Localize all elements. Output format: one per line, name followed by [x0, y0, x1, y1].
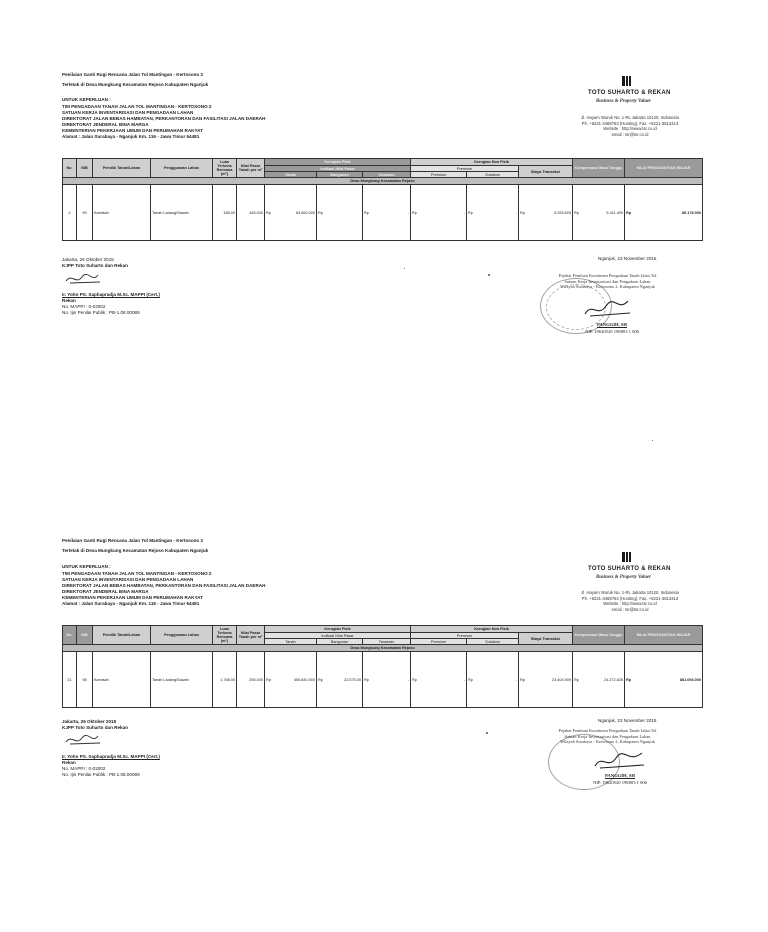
currency-label: Rp [318, 210, 323, 215]
cell-waiting [573, 652, 625, 708]
col-owner: Pemilik Tanah/Lahan [93, 159, 151, 178]
col-usage: Penggunaan Lahan [151, 626, 213, 645]
col-premium-sub: Premium [411, 639, 467, 645]
col-waiting: Kompensasi Masa Tunggu [573, 159, 625, 178]
cell-waiting [573, 185, 625, 241]
cell-price: 445.000 [237, 185, 265, 241]
signer-name: Ir. Yohn PS. Saphapradja M.Sc. MAPPI (Cert.) [62, 292, 160, 297]
empty-value: - [515, 677, 518, 682]
cell-plants [363, 185, 411, 241]
col-premium: Premium [411, 633, 519, 639]
client-line: DIREKTORAT JENDERAL BINA MARGA [62, 122, 149, 127]
mappi-number: No. MAPPI : 0-02002 [62, 304, 106, 309]
col-transaction: Biaya Transaksi [519, 166, 573, 178]
transaction-value: 23.404.909 [552, 677, 572, 682]
approval-line: Pejabat Pembuat Komitmen Pengadaan Tanah Jalan Tol [558, 728, 657, 733]
currency-label: Rp [626, 210, 632, 215]
col-solatium: Solatium [467, 639, 519, 645]
firm-email: email : tsr@tsr.co.id [611, 607, 649, 613]
currency-label: Rp [412, 677, 417, 682]
table-row [63, 652, 703, 708]
firm-name: TOTO SUHARTO & REKAN [588, 566, 671, 572]
firm-website: Website : http://www.tsr.co.id [603, 601, 657, 607]
purpose-label: UNTUK KEPERLUAN : [62, 564, 111, 569]
currency-label: Rp [520, 210, 525, 215]
firm-phone: Ph. +6221-3468763 (Hunting), Fax. +6221-3813413 [581, 120, 679, 126]
cell-solatium [467, 185, 519, 241]
scan-speck [652, 440, 653, 441]
signer-name: Ir. Yohn PS. Saphapradja M.Sc. MAPPI (Cert.) [62, 754, 160, 759]
scan-speck [486, 732, 488, 734]
license-number: No. Ijin Penilai Publik : PB-1.08.00089 [62, 310, 140, 315]
cell-building [317, 185, 363, 241]
signature-scribble [64, 271, 104, 287]
col-area: Luas Terkena Rencana (m²) [213, 159, 237, 178]
currency-label: Rp [468, 677, 473, 682]
col-building: Bangunan [317, 639, 363, 645]
building-value: 22.575.00 [344, 677, 361, 682]
valuation-table [62, 158, 703, 241]
cell-no: 21 [63, 652, 77, 708]
cell-usage: Tanah Ladang/Sawah [151, 185, 213, 241]
currency-label: Rp [266, 210, 271, 215]
cell-transaction [519, 185, 573, 241]
firm-tagline: Business & Property Valuer [596, 575, 652, 580]
firm-tagline: Business & Property Valuer [596, 99, 652, 104]
signature-scribble [64, 732, 104, 748]
currency-label: Rp [626, 677, 632, 682]
client-line: KEMENTERIAN PEKERJAAN UMUM DAN PERUMAHAN RAKYAT [62, 128, 203, 133]
firm-address [545, 115, 715, 138]
currency-label: Rp [412, 210, 417, 215]
signer-role: Rekan [62, 298, 76, 303]
firm-logo-icon [622, 552, 631, 562]
col-no: No. [63, 626, 77, 645]
official-signature [592, 750, 646, 772]
cell-land [265, 652, 317, 708]
col-nib: NIB [77, 626, 93, 645]
firm-name: TOTO SUHARTO & REKAN [588, 90, 671, 96]
cell-building [317, 652, 363, 708]
report-title: Penilaian Ganti Rugi Rencana Jalan Tol Mantingan - Kertosono 2 [62, 538, 204, 543]
firm-address-line: Jl. Hayam Wuruk No. 1-RL Jakarta 10120, Indonesia [581, 115, 679, 120]
empty-value: - [407, 210, 410, 215]
col-usage: Penggunaan Lahan [151, 159, 213, 178]
cell-owner: Kamisah [93, 185, 151, 241]
client-line: DIREKTORAT JALAN BEBAS HAMBATAN, PERKANTORAN DAN FASILITASI JALAN DAERAH [62, 116, 266, 121]
client-line: TIM PENGADAAN TANAH JALAN TOL MANTINGAN - KERTOSONO 2 [62, 104, 212, 109]
cell-fair-value [625, 652, 703, 708]
col-market-value: Indikasi Nilai Pasar [265, 166, 411, 172]
cell-area: 188,00 [213, 185, 237, 241]
col-solatium: Solatium [467, 172, 519, 178]
firm-logo-icon [622, 76, 631, 86]
currency-label: Rp [364, 210, 369, 215]
col-plants: Tanaman [363, 172, 411, 178]
approval-date: Nganjuk, 23 November 2015 [598, 718, 657, 723]
empty-value: - [463, 210, 466, 215]
official-name: PANGGIH, SH [596, 322, 628, 327]
currency-label: Rp [574, 677, 579, 682]
client-address: Alamat : Jalan Surabaya - Nganjuk Km. 116 - Jawa Timur 64481 [62, 134, 200, 139]
cell-price: 255.000 [237, 652, 265, 708]
signer-role: Rekan [62, 760, 76, 765]
currency-label: Rp [364, 677, 369, 682]
client-line: SATUAN KERJA INVENTARISASI DAN PENGADAAN LAHAN [62, 577, 194, 582]
report-location: Terletak di Desa Mungkung Kecamatan Rejoso Kabupaten Nganjuk [62, 82, 209, 87]
cell-no: 4 [63, 185, 77, 241]
client-line: SATUAN KERJA INVENTARISASI DAN PENGADAAN LAHAN [62, 110, 194, 115]
cell-land [265, 185, 317, 241]
official-name: PANGGIH, SH [604, 773, 636, 778]
col-fair-value: NILAI PENGGANTIAN WAJAR [625, 626, 703, 645]
waiting-value: 24.272.828 [604, 677, 624, 682]
sign-date: Jakarta, 26 Oktober 2015 [62, 257, 114, 262]
currency-label: Rp [468, 210, 473, 215]
cell-premium [411, 652, 467, 708]
scan-speck [404, 268, 405, 269]
currency-label: Rp [318, 677, 323, 682]
client-line: DIREKTORAT JALAN BEBAS HAMBATAN, PERKANTORAN DAN FASILITASI JALAN DAERAH [62, 583, 266, 588]
col-physical-loss: Kerugian Fisik [265, 159, 411, 166]
cell-transaction [519, 652, 573, 708]
col-land: Tanah [265, 172, 317, 178]
official-nip: NIP. 19620520 198803 1 006 [585, 329, 639, 334]
land-value: 450.840.000 [293, 677, 315, 682]
waiting-value: 5.411.409 [606, 210, 624, 215]
cell-owner: Kamisah [93, 652, 151, 708]
col-area: Luas Terkena Rencana (m²) [213, 626, 237, 645]
mappi-number: No. MAPPI : 0-02002 [62, 766, 106, 771]
approval-block [525, 273, 690, 290]
col-premium: Premium [411, 166, 519, 172]
official-signature [582, 298, 632, 320]
currency-label: Rp [520, 677, 525, 682]
col-plants: Tanaman [363, 639, 411, 645]
approval-block [525, 728, 690, 745]
client-address: Alamat : Jalan Surabaya - Nganjuk Km. 116 - Jawa Timur 64481 [62, 601, 200, 606]
license-number: No. Ijin Penilai Publik : PB-1.08.00089 [62, 772, 140, 777]
transaction-value: 5.253.603 [554, 210, 572, 215]
scan-speck [488, 274, 490, 276]
firm-website: Website : http://www.tsr.co.id [603, 126, 657, 132]
approval-line: Wilayah Surabaya - Kertosono 2, Kabupaten Nganjuk [560, 739, 655, 745]
fair-value: 89.178.000 [682, 210, 702, 215]
col-nib: NIB [77, 159, 93, 178]
cell-area: 1.768,00 [213, 652, 237, 708]
client-line: KEMENTERIAN PEKERJAAN UMUM DAN PERUMAHAN RAKYAT [62, 595, 203, 600]
sign-date: Jakarta, 26 Oktober 2015 [62, 719, 117, 724]
approval-line: Pejabat Pembuat Komitmen Pengadaan Tanah Jalan Tol [558, 273, 657, 278]
cell-nib: 99 [77, 185, 93, 241]
client-line: DIREKTORAT JENDERAL BINA MARGA [62, 589, 149, 594]
official-nip: NIP. 19620520 198803 1 006 [593, 780, 647, 785]
col-owner: Pemilik Tanah/Lahan [93, 626, 151, 645]
empty-value: - [463, 677, 466, 682]
col-land: Tanah [265, 639, 317, 645]
section-row: Desa Mungkung Kecamatan Rejoso [63, 178, 703, 185]
col-nonphysical-loss: Kerugian Non Fisik [411, 159, 573, 166]
col-market-value: Indikasi Nilai Pasar [265, 633, 411, 639]
approval-date: Nganjuk, 23 November 2015 [598, 256, 657, 261]
fair-value: 881.094.000 [679, 677, 702, 682]
cell-fair-value [625, 185, 703, 241]
col-price: Nilai Pasar Tanah per m² [237, 626, 265, 645]
col-physical-loss: Kerugian Fisik [265, 626, 411, 633]
cell-nib: 98 [77, 652, 93, 708]
report-title: Penilaian Ganti Rugi Rencana Jalan Tol Mantingan - Kertosono 2 [62, 72, 204, 77]
currency-label: Rp [266, 677, 271, 682]
cell-usage: Tanah Ladang/Sawah [151, 652, 213, 708]
table-row [63, 185, 703, 241]
col-building: Bangunan [317, 172, 363, 178]
sign-firm: KJPP Toto Suharto dan Rekan [62, 263, 128, 268]
firm-email: email : tsr@tsr.co.id [611, 132, 649, 138]
cell-premium [411, 185, 467, 241]
approval-line: Wilayah Surabaya - Kertosono 2, Kabupaten Nganjuk [560, 284, 655, 290]
cell-solatium [467, 652, 519, 708]
col-transaction: Biaya Transaksi [519, 633, 573, 645]
firm-phone: Ph. +6221-3468763 (Hunting), Fax. +6221-3813413 [581, 595, 679, 601]
firm-address-line: Jl. Hayam Wuruk No. 1-RL Jakarta 10120, Indonesia [581, 590, 679, 595]
report-location: Terletak di Desa Mungkung Kecamatan Rejoso Kabupaten Nganjuk [62, 548, 209, 553]
valuation-table [62, 625, 703, 708]
empty-value: - [407, 677, 410, 682]
col-nonphysical-loss: Kerugian Non Fisik [411, 626, 573, 633]
purpose-label: UNTUK KEPERLUAN : [62, 97, 111, 102]
col-premium-sub: Premium [411, 172, 467, 178]
valuation-sheet-2 [0, 466, 768, 932]
col-no: No. [63, 159, 77, 178]
cell-plants [363, 652, 411, 708]
col-price: Nilai Pasar Tanah per m² [237, 159, 265, 178]
empty-value: - [515, 210, 518, 215]
currency-label: Rp [574, 210, 579, 215]
section-row: Desa Mungkung Kecamatan Rejoso [63, 645, 703, 652]
approval-line: Satuan Kerja Inventarisasi dan Pengadaan Lahan [564, 278, 651, 284]
approval-line: Satuan Kerja Inventarisasi dan Pengadaan Lahan [564, 733, 651, 739]
firm-address [545, 590, 715, 613]
land-value: 83.660.000 [295, 210, 315, 215]
col-waiting: Kompensasi Masa Tunggu [573, 626, 625, 645]
col-fair-value: NILAI PENGGANTIAN WAJAR [625, 159, 703, 178]
sign-firm: KJPP Toto Suharto dan Rekan [62, 725, 128, 730]
client-line: TIM PENGADAAN TANAH JALAN TOL MANTINGAN - KERTOSONO 2 [62, 571, 212, 576]
